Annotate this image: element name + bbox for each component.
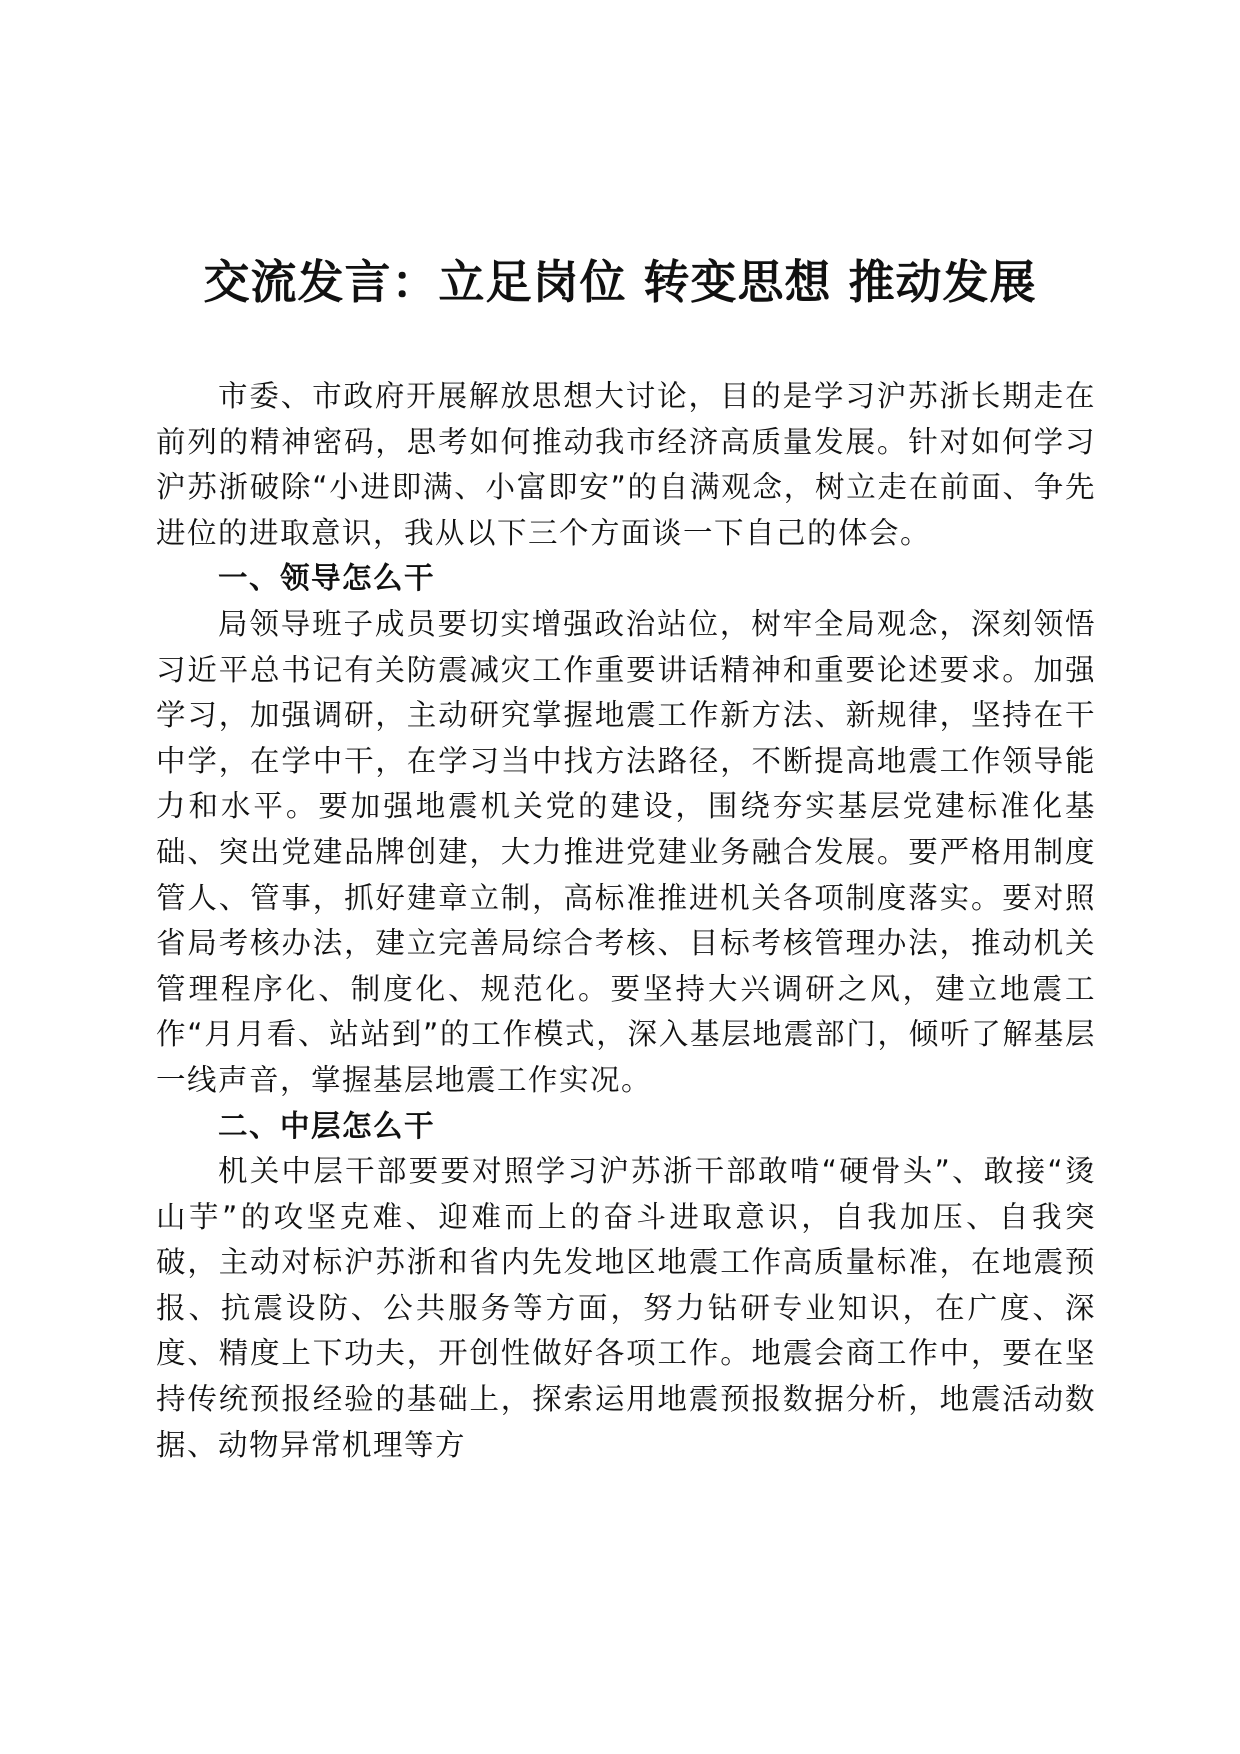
- section-paragraph-middle-managers: 机关中层干部要要对照学习沪苏浙干部敢啃“硬骨头”、敢接“烫山芋”的攻坚克难、迎难而上的奋斗进取意识，自我加压、自我突破，主动对标沪苏浙和省内先发地区地震工作高质量标准，在地震预报、抗震设防、公共服务等方面，努力钻研专业知识，在广度、深度、精度上下功夫，开创性做好各项工作。地震会商工作中，要在坚持传统预报经验的基础上，探索运用地震预报数据分析，地震活动数据、动物异常机理等方: [156, 1154, 1096, 1462]
- document-title: 交流发言：立足岗位 转变思想 推动发展: [203, 255, 1037, 309]
- section-paragraph-leaders: 局领导班子成员要切实增强政治站位，树牢全局观念，深刻领悟习近平总书记有关防震减灾工作重要讲话精神和重要论述要求。加强学习，加强调研，主动研究掌握地震工作新方法、新规律，坚持在干中学，在学中干，在学习当中找方法路径，不断提高地震工作领导能力和水平。要加强地震机关党的建设，围绕夯实基层党建标准化基础、突出党建品牌创建，大力推进党建业务融合发展。要严格用制度管人、管事，抓好建章立制，高标准推进机关各项制度落实。要对照省局考核办法，建立完善局综合考核、目标考核管理办法，推动机关管理程序化、制度化、规范化。要坚持大兴调研之风，建立地震工作“月月看、站站到”的工作模式，深入基层地震部门，倾听了解基层一线声音，掌握基层地震工作实况。: [156, 606, 1096, 1097]
- document-body: [156, 374, 1096, 1468]
- section-heading-middle-managers: 二、中层怎么干: [218, 1108, 436, 1143]
- intro-paragraph: 市委、市政府开展解放思想大讨论，目的是学习沪苏浙长期走在前列的精神密码，思考如何推动我市经济高质量发展。针对如何学习沪苏浙破除“小进即满、小富即安”的自满观念，树立走在前面、争先进位的进取意识，我从以下三个方面谈一下自己的体会。: [156, 379, 1096, 550]
- section-heading-leaders: 一、领导怎么干: [218, 561, 436, 596]
